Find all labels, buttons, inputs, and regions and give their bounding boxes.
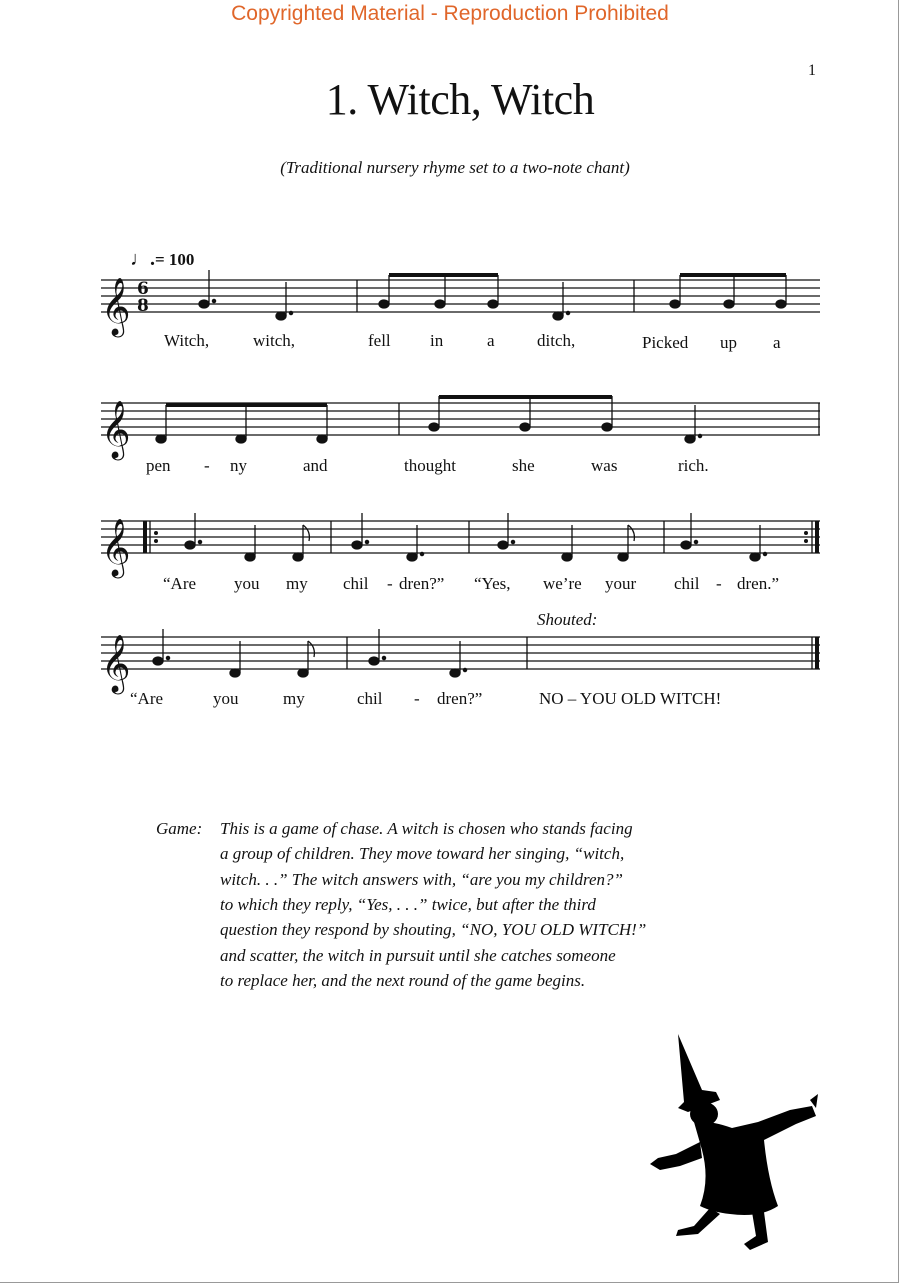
dotted-quarter-note-icon: ♩. [130,248,155,270]
copyright-banner: Copyrighted Material - Reproduction Prohibited [231,2,669,25]
lyric-syllable: “Are [163,574,197,593]
treble-clef-icon: 𝄞 [101,518,131,576]
lyric-syllable: - [716,574,722,593]
lyric-syllable: you [234,574,260,593]
lyric-syllable: rich. [678,456,709,475]
lyric-syllable: she [512,456,535,475]
game-text-line: witch. . .” The witch answers with, “are you my children?” [220,870,623,889]
lyric-syllable: Picked [642,333,689,352]
lyric-syllable: chil [674,574,700,593]
game-text-line: question they respond by shouting, “NO, YOU OLD WITCH!” [220,920,647,939]
game-label: Game: [156,819,203,838]
lyric-syllable: a [487,331,495,350]
lyric-syllable: your [605,574,637,593]
lyric-syllable: - [387,574,393,593]
game-text-line: and scatter, the witch in pursuit until she catches someone [220,946,616,965]
tempo-value: = 100 [155,250,195,269]
page-number: 1 [808,62,816,79]
lyric-syllable: was [591,456,618,475]
lyric-syllable: up [720,333,737,352]
lyric-syllable: dren?” [399,574,445,593]
lyric-syllable: we’re [543,574,582,593]
time-signature-bottom: 8 [137,296,149,316]
treble-clef-icon: 𝄞 [101,277,131,335]
treble-clef-icon: 𝄞 [101,400,131,458]
lyric-syllable: pen [146,456,171,475]
lyric-syllable: Witch, [164,331,210,350]
lyric-syllable: witch, [253,331,296,350]
lyric-syllable: my [283,689,305,708]
lyric-syllable: fell [368,331,391,350]
lyric-syllable: “Yes, [474,574,511,593]
treble-clef-icon: 𝄞 [101,634,131,692]
lyric-syllable: you [213,689,239,708]
lyric-syllable: chil [343,574,369,593]
staff-3 [101,521,820,553]
lyric-syllable: - [204,456,210,475]
time-signature-top: 6 [137,279,149,299]
shouted-label: Shouted: [537,610,598,629]
lyric-syllable: and [303,456,328,475]
lyric-syllable: - [414,689,420,708]
song-title: 1. Witch, Witch [325,75,595,124]
lyric-syllable: “Are [130,689,164,708]
game-text-line: to which they reply, “Yes, . . .” twice, but after the third [220,895,596,914]
game-text-line: a group of children. They move toward her singing, “witch, [220,844,625,863]
lyric-syllable: in [430,331,444,350]
game-text-line: This is a game of chase. A witch is chosen who stands facing [220,819,633,838]
lyric-syllable: a [773,333,781,352]
lyric-syllable: thought [404,456,456,475]
lyric-syllable: dren?” [437,689,483,708]
witch-silhouette-icon [640,1030,820,1255]
lyric-shouted: NO – YOU OLD WITCH! [539,689,722,708]
staff-2 [101,403,820,435]
song-subtitle: (Traditional nursery rhyme set to a two-note chant) [280,158,630,177]
lyric-syllable: dren.” [737,574,780,593]
lyric-syllable: chil [357,689,383,708]
lyric-syllable: my [286,574,308,593]
lyric-syllable: ditch, [537,331,576,350]
game-text-line: to replace her, and the next round of the game begins. [220,971,586,990]
lyric-syllable: ny [230,456,247,475]
